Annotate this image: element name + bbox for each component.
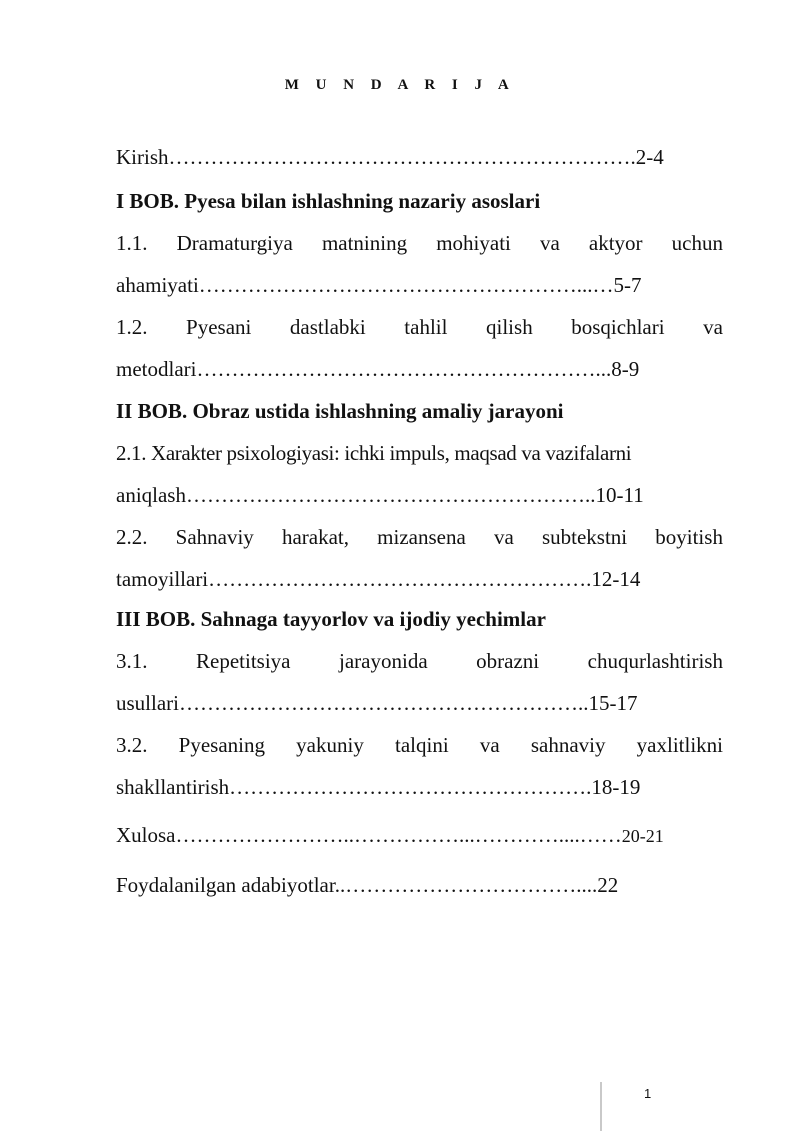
word: Pyesaning [178,733,265,757]
word: talqini [395,733,449,757]
footer-divider [600,1082,602,1131]
toc-entry-3-1-line-2[interactable]: usullari…………………………………………………..15-17 [116,691,638,715]
word: qilish [486,315,533,339]
word: harakat, [281,525,350,549]
word: 1.2. [116,315,148,339]
entry-text: Xulosa……………………..……………...…………....…… [116,823,622,847]
toc-entry-1-1-line-1[interactable] [116,231,723,256]
word: Sahnaviy [175,525,254,549]
word: boyitish [655,525,723,549]
word: obrazni [476,649,540,673]
toc-entry-1-2-line-2[interactable]: metodlari…………………………………………………...8-9 [116,357,640,381]
toc-entry-2-1-line-2[interactable]: aniqlash…………………………………………………..10-11 [116,483,644,507]
word: 2.2. [116,525,148,549]
word: yakuniy [296,733,364,757]
word: va [539,231,560,255]
toc-entry-3-2-line-1[interactable] [116,733,723,758]
word: Dramaturgiya [176,231,293,255]
word: 3.2. [116,733,148,757]
word: subtekstni [541,525,628,549]
word: dastlabki [289,315,366,339]
word: va [479,733,500,757]
word: matnining [321,231,408,255]
toc-heading-chapter-2[interactable]: II BOB. Obraz ustida ishlashning amaliy jarayoni [116,399,564,423]
entry-page: 20-21 [621,826,664,846]
word: jarayonida [339,649,428,673]
word: 1.1. [116,231,148,255]
toc-heading-chapter-3[interactable]: III BOB. Sahnaga tayyorlov va ijodiy yechimlar [116,607,546,631]
word: 3.1. [116,649,148,673]
toc-entry-adabiyotlar[interactable]: Foydalanilgan adabiyotlar..……………………………....22 [116,873,619,897]
toc-entry-1-1-line-2[interactable]: ahamiyati………………………………………………...…5-7 [116,273,642,297]
toc-entry-kirish[interactable]: Kirish………………………………………………………….2-4 [116,145,664,169]
word: chuqurlashtirish [587,649,723,673]
toc-entry-2-2-line-1[interactable] [116,525,723,550]
toc-entry-xulosa[interactable] [116,823,723,848]
word: Repetitsiya [196,649,291,673]
word: sahnaviy [530,733,606,757]
toc-entry-2-1-line-1[interactable]: 2.1. Xarakter psixologiyasi: ichki impuls, maqsad va vazifalarni [116,441,632,465]
word: yaxlitlikni [636,733,723,757]
page-number: 1 [644,1086,652,1101]
toc-entry-1-2-line-1[interactable] [116,315,723,340]
toc-heading-chapter-1[interactable]: I BOB. Pyesa bilan ishlashning nazariy asoslari [116,189,541,213]
word: Pyesani [186,315,252,339]
page-title: M U N D A R I J A [284,77,516,93]
word: uchun [671,231,723,255]
word: tahlil [404,315,448,339]
word: bosqichlari [571,315,665,339]
toc-entry-2-2-line-2[interactable]: tamoyillari……………………………………………….12-14 [116,567,641,591]
word: aktyor [588,231,643,255]
word: mizansena [377,525,466,549]
toc-entry-3-2-line-2[interactable]: shakllantirish…………………………………………….18-19 [116,775,641,799]
word: mohiyati [436,231,511,255]
word: va [703,315,723,339]
toc-entry-3-1-line-1[interactable] [116,649,723,674]
word: va [493,525,514,549]
